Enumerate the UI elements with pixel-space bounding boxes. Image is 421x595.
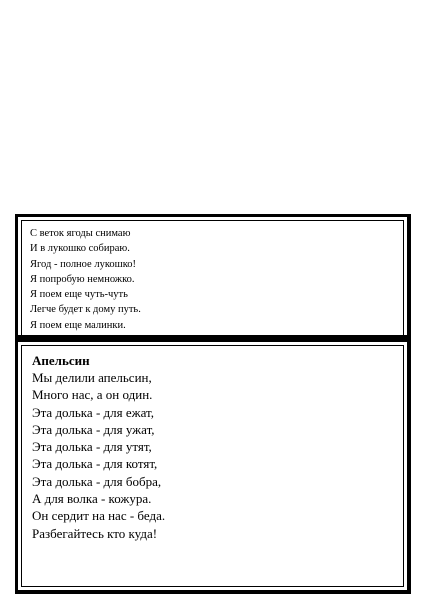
berries-poem-frame bbox=[21, 220, 404, 335]
poem-line: Много нас, а он один. bbox=[32, 387, 153, 403]
poem-title: Апельсин bbox=[32, 353, 90, 368]
orange-poem-frame bbox=[21, 345, 404, 587]
orange-poem-text bbox=[32, 352, 165, 542]
poem-line: Ягод - полное лукошко! bbox=[30, 258, 137, 270]
orange-poem-card bbox=[15, 339, 411, 594]
poem-line: Мы делили апельсин, bbox=[32, 370, 152, 385]
poem-line: Легче будет к дому путь. bbox=[30, 304, 141, 316]
poem-line: Я попробую немножко. bbox=[30, 273, 135, 285]
poem-line: Эта долька - для ежат, bbox=[32, 404, 154, 420]
poem-line: Он сердит на нас - беда. bbox=[32, 508, 166, 524]
poem-lines bbox=[32, 369, 165, 542]
poem-line: Я поем еще чуть-чуть bbox=[30, 289, 128, 301]
poem-line: С веток ягоды снимаю bbox=[30, 228, 131, 239]
poem-line: Эта долька - для бобра, bbox=[32, 473, 162, 489]
poem-line: Эта долька - для ужат, bbox=[32, 421, 155, 437]
berries-poem-card bbox=[15, 214, 411, 339]
poem-line: А для волка - кожура. bbox=[32, 491, 152, 507]
poem-line: Эта долька - для утят, bbox=[32, 439, 152, 455]
berries-poem-text bbox=[30, 226, 154, 348]
poem-line: Разбегайтесь кто куда! bbox=[32, 525, 158, 541]
poem-line: Эта долька - для котят, bbox=[32, 456, 158, 472]
poem-line: И в лукошко собираю. bbox=[30, 243, 130, 255]
poem-line: Я поем еще малинки. bbox=[30, 319, 126, 331]
